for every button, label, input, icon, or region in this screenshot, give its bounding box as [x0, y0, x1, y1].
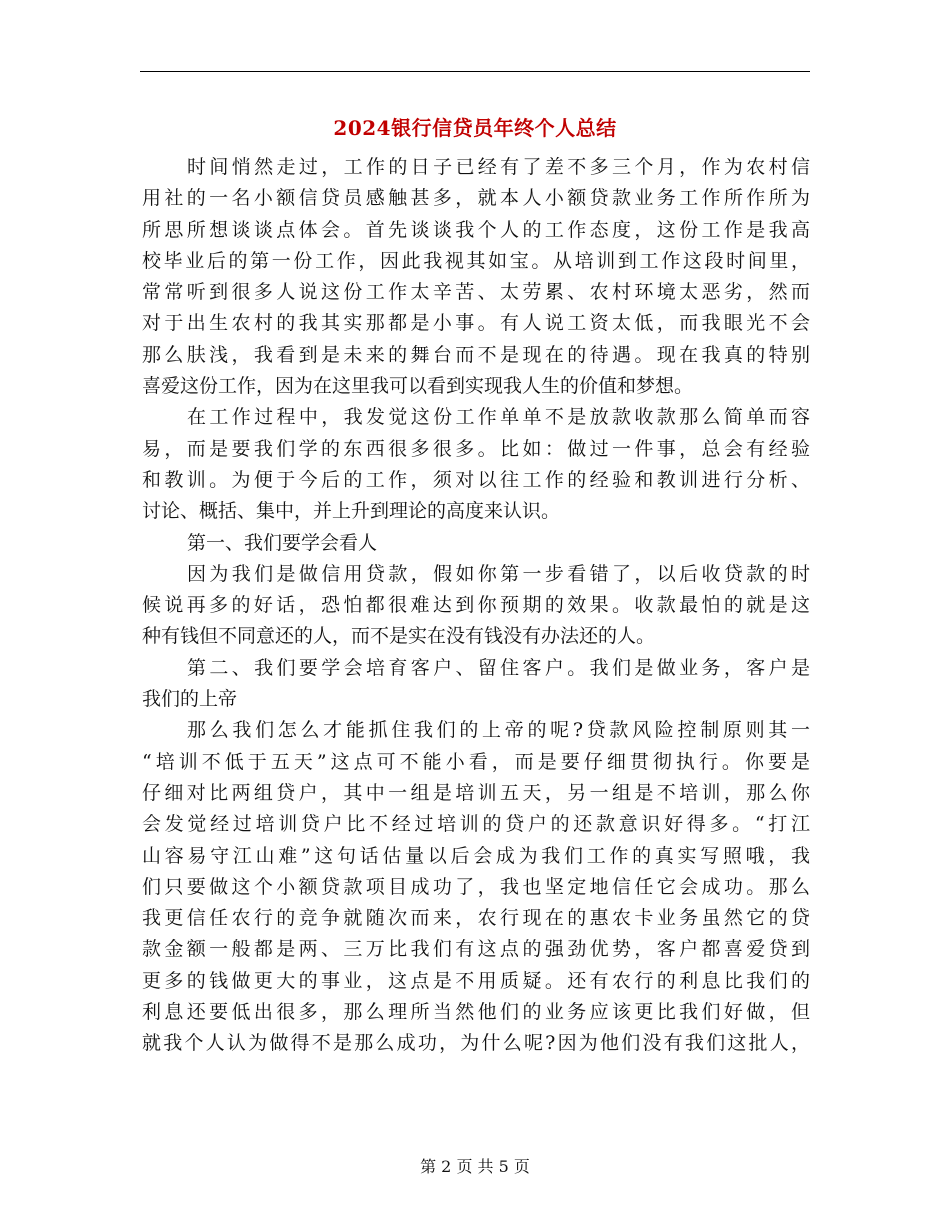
text-line: 们只要做这个小额贷款项目成功了，我也坚定地信任它会成功。那么 — [142, 875, 810, 898]
text-line: 那么肤浅，我看到是未来的舞台而不是现在的待遇。现在我真的特别 — [142, 343, 810, 366]
text-line: 利息还要低出很多，那么理所当然他们的业务应该更比我们好做，但 — [142, 1001, 810, 1024]
text-line: 候说再多的好话，恐怕都很难达到你预期的效果。收款最怕的就是这 — [142, 594, 810, 617]
header-rule — [140, 71, 810, 72]
text-line: 常常听到很多人说这份工作太辛苦、太劳累、农村环境太恶劣，然而 — [142, 281, 810, 304]
text-line: 所思所想谈谈点体会。首先谈谈我个人的工作态度，这份工作是我高 — [142, 218, 810, 241]
text-line: 款金额一般都是两、三万比我们有这点的强劲优势，客户都喜爱贷到 — [142, 938, 810, 961]
section-heading: 第一、我们要学会看人 — [187, 531, 378, 554]
text-line: 喜爱这份工作，因为在这里我可以看到实现我人生的价值和梦想。 — [142, 375, 694, 398]
document-body — [142, 152, 810, 1060]
document-title: 2024银行信贷员年终个人总结 — [333, 116, 617, 140]
text-line: 对于出生农村的我其实那都是小事。有人说工资太低，而我眼光不会 — [142, 312, 810, 335]
text-line: 和教训。为便于今后的工作，须对以往工作的经验和教训进行分析、 — [142, 468, 810, 491]
section-heading: 我们的上帝 — [142, 688, 238, 711]
text-line: 时间悄然走过，工作的日子已经有了差不多三个月，作为农村信 — [187, 156, 810, 178]
text-line: 用社的一名小额信贷员感触甚多，就本人小额贷款业务工作所作所为 — [142, 187, 810, 210]
text-line: 我更信任农行的竞争就随次而来，农行现在的惠农卡业务虽然它的贷 — [142, 907, 810, 930]
text-line: “培训不低于五天”这点可不能小看，而是要仔细贯彻执行。你要是 — [142, 750, 810, 773]
text-line: 种有钱但不同意还的人，而不是实在没有钱没有办法还的人。 — [142, 625, 656, 648]
text-line: 讨论、概括、集中，并上升到理论的高度来认识。 — [142, 500, 561, 523]
text-line: 因为我们是做信用贷款，假如你第一步看错了，以后收贷款的时 — [187, 562, 810, 585]
text-line: 山容易守江山难”这句话估量以后会成为我们工作的真实写照哦，我 — [142, 844, 810, 867]
text-line: 在工作过程中，我发觉这份工作单单不是放款收款那么简单而容 — [187, 406, 810, 429]
text-line: 校毕业后的第一份工作，因此我视其如宝。从培训到工作这段时间里， — [142, 249, 810, 272]
section-heading: 第二、我们要学会培育客户、留住客户。我们是做业务，客户是 — [187, 656, 810, 679]
text-line: 就我个人认为做得不是那么成功，为什么呢?因为他们没有我们这批人， — [142, 1032, 810, 1055]
text-line: 易，而是要我们学的东西很多很多。比如：做过一件事，总会有经验 — [142, 437, 810, 460]
text-line: 那么我们怎么才能抓住我们的上帝的呢?贷款风险控制原则其一 — [187, 719, 810, 742]
text-line: 更多的钱做更大的事业，这点是不用质疑。还有农行的利息比我们的 — [142, 969, 810, 992]
page-footer: 第 2 页 共 5 页 — [420, 1157, 530, 1176]
text-line: 仔细对比两组贷户，其中一组是培训五天，另一组是不培训，那么你 — [142, 781, 810, 804]
text-line: 会发觉经过培训贷户比不经过培训的贷户的还款意识好得多。“打江 — [142, 813, 810, 836]
